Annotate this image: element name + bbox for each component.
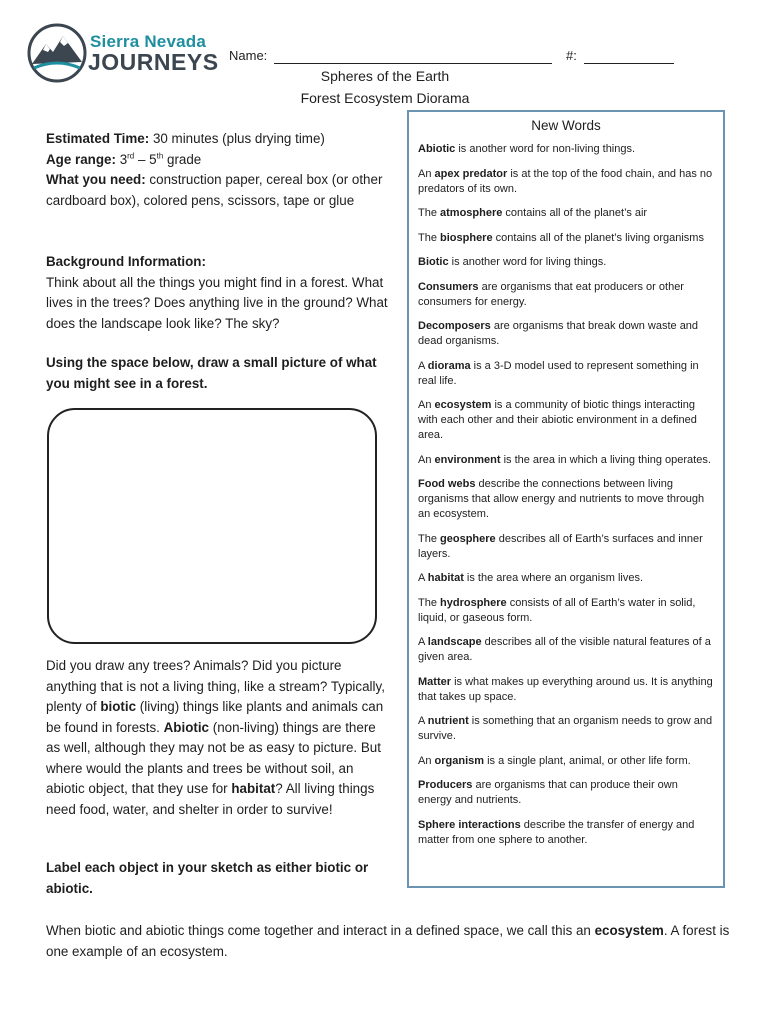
- background-heading: Background Information:: [46, 254, 206, 269]
- logo-line-2: JOURNEYS: [88, 49, 219, 75]
- page-title: Spheres of the Earth: [320, 68, 450, 84]
- glossary-term: Biotic: [418, 256, 449, 268]
- name-label: Name:: [229, 48, 268, 63]
- number-label: #:: [566, 48, 577, 63]
- background-text: Think about all the things you might find in a forest. What lives in the trees? Does anything live in the ground? What does the landscape look like? The sky?: [46, 274, 388, 331]
- glossary-entry: Decomposers are organisms that break down waste and dead organisms.: [418, 320, 699, 347]
- glossary-term: atmosphere: [440, 207, 503, 219]
- glossary-term: Decomposers: [418, 320, 491, 332]
- term-ecosystem: ecosystem: [594, 923, 664, 938]
- glossary-entry: Matter is what makes up everything around us. It is anything that takes up space.: [418, 675, 713, 703]
- glossary-entry: An environment is the area in which a living thing operates.: [418, 453, 711, 466]
- glossary-term: organism: [434, 754, 485, 767]
- glossary-entry: A landscape describes all of the visible natural features of a given area.: [418, 636, 711, 663]
- activity-meta: Estimated Time: 30 minutes (plus drying time) Age range: 3rd – 5th grade What you need: construction paper, cereal box (or other cardboard box), colored pens, scissors, tape or glue: [46, 131, 383, 208]
- glossary-term: Abiotic: [418, 143, 456, 155]
- logo-line-1: Sierra Nevada: [90, 32, 207, 51]
- glossary-entry: The atmosphere contains all of the planet’s air: [418, 207, 648, 219]
- glossary-term: biosphere: [440, 231, 493, 244]
- label-instruction: Label each object in your sketch as either biotic or abiotic.: [46, 860, 369, 896]
- glossary-term: habitat: [427, 572, 464, 584]
- drawing-area[interactable]: [47, 408, 377, 644]
- glossary-entry: A diorama is a 3-D model used to represent something in real life.: [418, 359, 699, 387]
- glossary-entry: A nutrient is something that an organism needs to grow and survive.: [418, 715, 713, 742]
- term-abiotic: Abiotic: [163, 719, 210, 735]
- need-label: What you need:: [46, 172, 146, 187]
- page-subtitle: Forest Ecosystem Diorama: [300, 90, 470, 106]
- glossary-term: Matter: [418, 675, 452, 688]
- age-label: Age range:: [46, 151, 116, 167]
- draw-instruction: Using the space below, draw a small picture of what you might see in a forest.: [46, 355, 377, 391]
- glossary-entry: Producers are organisms that can produce their own energy and nutrients.: [418, 779, 678, 806]
- glossary-term: environment: [434, 453, 501, 466]
- number-field[interactable]: [584, 63, 674, 64]
- glossary-entry: The geosphere describes all of Earth’s surfaces and inner layers.: [418, 532, 703, 560]
- need-value: construction paper, cereal box (or other cardboard box), colored pens, scissors, tape or glue: [46, 172, 383, 208]
- new-words-heading: New Words: [531, 118, 601, 133]
- glossary-term: diorama: [427, 359, 471, 372]
- glossary-entry: Consumers are organisms that eat producers or other consumers for energy.: [418, 280, 684, 308]
- glossary-term: hydrosphere: [440, 596, 507, 609]
- term-habitat: habitat: [231, 781, 276, 796]
- closing-paragraph: When biotic and abiotic things come together and interact in a defined space, we call this an ecosystem. A forest is one example of an ecosystem.: [46, 923, 730, 959]
- glossary-term: Consumers: [418, 280, 479, 293]
- glossary-entry: Sphere interactions describe the transfer of energy and matter from one sphere to another.: [418, 818, 695, 846]
- glossary-term: nutrient: [427, 715, 469, 727]
- glossary-entry: The hydrosphere consists of all of Earth’s water in solid, liquid, or gaseous form.: [418, 596, 696, 624]
- reflection-paragraph: Did you draw any trees? Animals? Did you picture anything that is not a living thing, like a stream? Typically, plenty of biotic (living) things like plants and animals can be found in forests. Abiotic (non-living) things are there as well, although they may not be as easy to picture. But where would the plants and trees be without soil, an abiotic object, that they use for habitat? All living things need food, water, and shelter in order to survive!: [46, 658, 385, 817]
- new-words-box: [407, 110, 725, 888]
- glossary-entry: Abiotic is another word for non-living things.: [418, 143, 636, 155]
- time-value: 30 minutes (plus drying time): [152, 131, 325, 146]
- glossary-term: ecosystem: [434, 399, 492, 411]
- glossary-entry: A habitat is the area where an organism lives.: [418, 572, 644, 584]
- glossary-term: Food webs: [418, 478, 476, 490]
- time-label: Estimated Time:: [46, 131, 150, 146]
- glossary-entry: An organism is a single plant, animal, or other life form.: [418, 754, 691, 767]
- glossary-entry: An ecosystem is a community of biotic things interacting with each other and their abiotic environment in a defined area.: [418, 399, 697, 441]
- glossary-entry: The biosphere contains all of the planet’s living organisms: [418, 231, 704, 244]
- name-field[interactable]: [274, 63, 552, 64]
- term-biotic: biotic: [100, 699, 137, 714]
- glossary-entry: An apex predator is at the top of the food chain, and has no predators of its own.: [418, 167, 713, 195]
- glossary-term: Sphere interactions: [418, 818, 521, 831]
- glossary-term: landscape: [427, 636, 482, 648]
- mountain-logo-icon: [26, 22, 88, 84]
- new-words-list: [418, 142, 714, 848]
- glossary-entry: Food webs describe the connections between living organisms that allow energy and nutrients to move through an ecosystem.: [418, 478, 705, 520]
- glossary-term: apex predator: [434, 167, 508, 180]
- glossary-term: Producers: [418, 779, 473, 791]
- background-section: [46, 252, 391, 334]
- glossary-entry: Biotic is another word for living things.: [418, 256, 607, 268]
- glossary-term: geosphere: [440, 532, 496, 545]
- logo: [26, 22, 219, 84]
